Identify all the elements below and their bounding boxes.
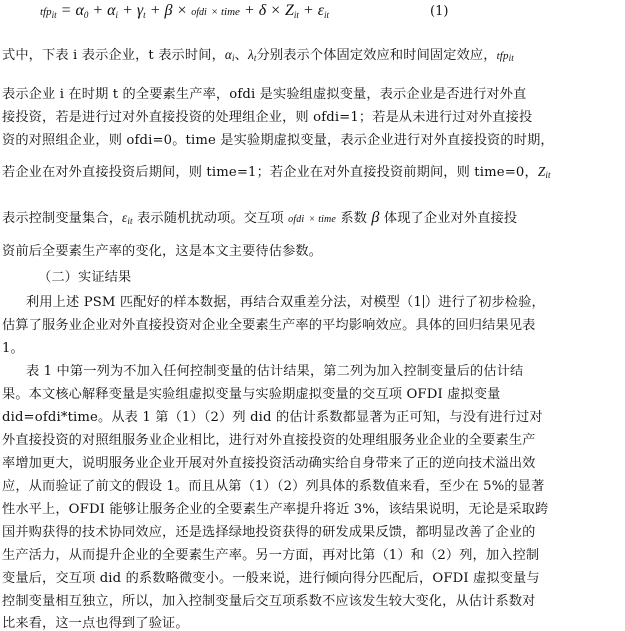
l6-beta: β: [371, 209, 380, 226]
l6-ofdi: ofdi: [288, 214, 305, 225]
l5-text: 若企业在对外直接投资后期间，则 time=1；若企业在对外直接投资前期间，则 time=0，: [2, 165, 538, 180]
l1-tfp: tfp: [496, 50, 509, 62]
eq-gamma: + γ: [118, 2, 144, 19]
l1-tfp-sub: it: [508, 53, 514, 63]
text-line-3: 接投资，若是进行过对外直接投资的处理组企业，则 ofdi=1；若是从未进行过对外直接投: [2, 110, 533, 125]
p2-line-3: 1。: [2, 341, 24, 356]
l5-z: Z: [537, 164, 546, 179]
p3-line-4: 外直接投资的对照组服务业企业相比，进行对外直接投资的处理组服务业企业的全要素生产: [2, 433, 536, 448]
text-line-4: 资的对照组企业，则 ofdi=0。time 是实验期虚拟变量，表示企业进行对外直接投资的时期，: [2, 133, 554, 148]
text-line-2: 表示企业 i 在时期 t 的全要素生产率，ofdi 是实验组虚拟变量，表示企业是否进行对外直: [2, 87, 527, 102]
l6-text-c: 系数: [340, 211, 368, 226]
text-line-6: [2, 207, 517, 227]
p3-line-8: 国并购获得的技术协同效应，还是选择绿地投资获得的研发成果反馈，都明显改善了企业的: [2, 525, 536, 540]
equation-number: (1): [430, 4, 449, 19]
p3-line-11: 控制变量相互独立，所以，加入控制变量后交互项系数不应该发生较大变化，从估计系数对: [2, 594, 536, 609]
text-line-1: [2, 44, 514, 63]
eq-beta: + β ×: [145, 2, 188, 19]
l1-alpha-sub: i: [231, 53, 235, 63]
p3-line-12: 比来看，这一点也得到了验证。: [2, 616, 189, 631]
eq-delta-sub: it: [293, 10, 299, 20]
text-line-5: [2, 161, 551, 180]
p3-line-9: 生产活力，从而提升企业的全要素生产率。另一方面，再对比第（1）和（2）列，加入控制: [2, 548, 540, 563]
l6-text-a: 表示控制变量集合，: [2, 211, 123, 226]
p3-line-5: 率增加更大，说明服务业企业开展对外直接投资活动确实给自身带来了正的逆向技术溢出效: [2, 456, 536, 471]
eq-lhs-sub: it: [51, 10, 57, 20]
l6-text-d: 体现了企业对外直接投: [383, 211, 518, 226]
eq-alpha0-sub: 0: [83, 10, 89, 20]
p3-line-7: 性水平上，OFDI 能够让服务企业的全要素生产率提升将近 3%，该结果说明，无论是采取跨: [2, 502, 549, 517]
l1-text-a: 式中，下表 i 表示企业，t 表示时间，: [2, 48, 225, 63]
p2-line-1: [26, 291, 545, 310]
l6-epsilon: ε: [122, 210, 128, 225]
eq-epsilon: + ε: [298, 2, 324, 19]
l6-time: × time: [308, 214, 337, 225]
p3-line-3: did=ofdi*time。从表 1 第（1）（2）列 did 的估计系数都显著为正可知，与没有进行过对: [2, 410, 543, 425]
l6-epsilon-sub: it: [127, 216, 133, 226]
eq-alphai: + α: [88, 2, 116, 19]
p2-line-1-b: ）进行了初步检验，: [424, 295, 545, 310]
eq-gamma-sub: t: [143, 10, 146, 20]
l1-text-c: 分别表示个体固定效应和时间固定效应，: [256, 48, 497, 63]
eq-time: × time: [210, 6, 240, 18]
eq-alpha0: = α: [60, 2, 84, 19]
p3-line-10: 变量后，交互项 did 的系数略微变小。一般来说，进行倾向得分匹配后，OFDI 虚拟变量与: [2, 571, 540, 586]
l5-z-sub: it: [545, 170, 551, 180]
text-line-7: 资前后全要素生产率的变化，这是本文主要待估参数。: [2, 244, 323, 259]
p3-line-6: 应，从而验证了前文的假设 1。而且从第（1）（2）列具体的系数值来看，至少在 5%的显著: [2, 479, 545, 494]
l6-text-b: 表示随机扰动项。交互项: [137, 211, 284, 226]
eq-alphai-sub: i: [115, 10, 119, 20]
eq-epsilon-sub: it: [324, 10, 330, 20]
text-cursor: [423, 295, 424, 308]
p2-line-1-a: 利用上述 PSM 匹配好的样本数据，再结合双重差分法，对模型（1: [26, 295, 422, 310]
l1-alpha: α: [224, 47, 232, 62]
p3-line-1: 表 1 中第一列为不加入任何控制变量的估计结果，第二列为加入控制变量后的估计结: [26, 364, 524, 379]
regression-equation: [40, 2, 620, 28]
l1-lambda: λ: [247, 47, 254, 62]
eq-lhs: tfp: [40, 6, 52, 18]
eq-delta: + δ × Z: [243, 2, 294, 19]
section-heading: （二）实证结果: [38, 270, 132, 285]
p2-line-2: 估算了服务业企业对外直接投资对企业全要素生产率的平均影响效应。具体的回归结果见表: [2, 318, 536, 333]
eq-ofdi: ofdi: [191, 7, 207, 18]
l1-lambda-sub: t: [253, 53, 257, 63]
l1-text-b: 、: [234, 48, 248, 63]
p3-line-2: 果。本文核心解释变量是实验组虚拟变量与实验期虚拟变量的交互项 OFDI 虚拟变量: [2, 387, 501, 402]
